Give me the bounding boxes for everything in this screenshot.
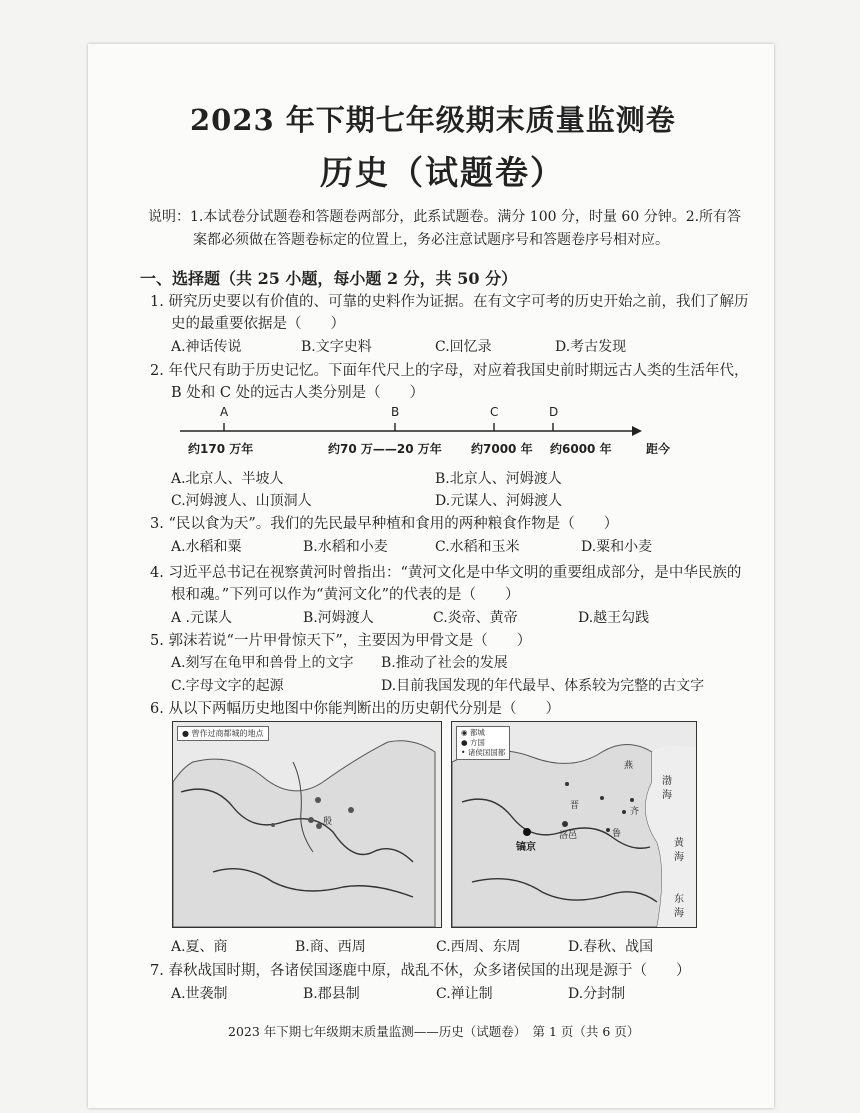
q4-option-a: A .元谋人 (171, 610, 233, 626)
q4-stem-line1: 4. 习近平总书记在视察黄河时曾指出：“黄河文化是中华文明的重要组成部分，是中华民族的 (150, 565, 742, 581)
map-right-sea-huang-2: 海 (674, 852, 684, 863)
q2-stem-line2: B 处和 C 处的远古人类分别是（ ） (171, 385, 425, 401)
page-footer: 2023 年下期七年级期末质量监测——历史（试题卷） 第 1 页（共 6 页） (228, 1024, 640, 1039)
legend-fief-capital-icon: • (461, 748, 468, 757)
q3-stem: 3. “民以食为天”。我们的先民最早种植和食用的两种粮食作物是（ ） (150, 516, 619, 532)
map-right-place-haojing: 镐京 (516, 842, 536, 853)
q7-option-d: D.分封制 (568, 986, 626, 1002)
q3-option-c: C.水稻和玉米 (435, 539, 520, 555)
map-right-sea-bo-1: 渤 (662, 776, 672, 787)
q1-option-a: A.神话传说 (171, 339, 242, 355)
q2-stem-line1: 2. 年代尺有助于历史记忆。下面年代尺上的字母，对应着我国史前时期远古人类的生活年代， (150, 363, 749, 379)
timeline-letter-c: C (490, 405, 499, 419)
map-western-zhou (451, 721, 697, 928)
q2-option-a: A.北京人、半坡人 (171, 471, 284, 487)
timeline-letter-a: A (220, 405, 229, 419)
map-right-sea-bo-2: 海 (662, 790, 672, 801)
map-left-legend-text: 曾作过商都城的地点 (191, 729, 264, 738)
q5-option-d: D.目前我国发现的年代最早、体系较为完整的古文字 (381, 678, 705, 694)
section-heading: 一、选择题（共 25 小题，每小题 2 分，共 50 分） (140, 269, 518, 288)
map-right-legend (456, 726, 510, 760)
map-left-city-yin: 殷 (323, 817, 333, 827)
q4-option-d: D.越王勾践 (578, 610, 650, 626)
q4-stem-line2: 根和魂。”下列可以作为“黄河文化”的代表的是（ ） (171, 587, 520, 603)
legend-state-icon: ● (461, 738, 470, 747)
map-right-place-jin: 晋 (570, 801, 580, 811)
timeline-label-5: 距今 (646, 442, 671, 456)
q3-option-a: A.水稻和粟 (171, 539, 242, 555)
map-right-place-qi: 齐 (630, 807, 640, 817)
map-right-place-yan: 燕 (624, 761, 634, 771)
exam-title: 2023 年下期七年级期末质量监测卷 (190, 103, 676, 137)
map-right-legend-1: 都城 (469, 728, 485, 737)
map-right-sea-dong-1: 东 (674, 894, 684, 905)
map-right-place-lu: 鲁 (612, 829, 622, 839)
map-right-sea-dong-2: 海 (674, 908, 684, 919)
timeline-label-3: 约7000 年 (471, 442, 533, 456)
timeline-label-1: 约170 万年 (188, 442, 254, 456)
map-right-place-luoyi: 洛邑 (559, 831, 578, 841)
q3-option-b: B.水稻和小麦 (303, 539, 388, 555)
q5-option-b: B.推动了社会的发展 (381, 655, 508, 671)
timeline-label-2: 约70 万——20 万年 (328, 442, 442, 456)
q1-stem-line2: 史的最重要依据是（ ） (171, 316, 345, 332)
legend-capital-icon: ◉ (461, 728, 470, 737)
q6-stem: 6. 从以下两幅历史地图中你能判断出的历史朝代分别是（ ） (150, 701, 560, 717)
q4-option-b: B.河姆渡人 (303, 610, 374, 626)
map-right-legend-2: 方国 (469, 738, 485, 747)
q5-option-c: C.字母文字的起源 (171, 678, 284, 694)
q2-option-b: B.北京人、河姆渡人 (435, 471, 562, 487)
map-shang-capitals (172, 721, 442, 928)
q1-option-c: C.回忆录 (435, 339, 492, 355)
q6-option-a: A.夏、商 (171, 939, 228, 955)
q6-option-d: D.春秋、战国 (568, 939, 654, 955)
instructions-line-1: 说明：1.本试卷分试题卷和答题卷两部分，此系试题卷。满分 100 分，时量 60 分钟。2.所有答 (148, 209, 742, 225)
map-left-legend (177, 726, 269, 741)
q6-option-b: B.商、西周 (295, 939, 366, 955)
q1-option-d: D.考古发现 (555, 339, 627, 355)
q5-option-a: A.刻写在龟甲和兽骨上的文字 (171, 655, 354, 671)
map-right-sea-huang-1: 黄 (674, 838, 684, 849)
q7-stem: 7. 春秋战国时期，各诸侯国逐鹿中原，战乱不休，众多诸侯国的出现是源于（ ） (150, 963, 691, 979)
q4-option-c: C.炎帝、黄帝 (433, 610, 518, 626)
timeline-letter-b: B (391, 405, 400, 419)
q3-option-d: D.粟和小麦 (581, 539, 653, 555)
map-right-legend-3: 诸侯国国都 (467, 748, 506, 757)
instructions-line-2: 案都必须做在答题卷标定的位置上，务必注意试题序号和答题卷序号相对应。 (193, 232, 669, 248)
q5-stem: 5. 郭沫若说“一片甲骨惊天下”，主要因为甲骨文是（ ） (150, 633, 532, 649)
q1-option-b: B.文字史料 (301, 339, 372, 355)
q7-option-a: A.世袭制 (171, 986, 228, 1002)
timeline-letter-d: D (549, 405, 559, 419)
timeline-label-4: 约6000 年 (550, 442, 612, 456)
subject-title: 历史（试题卷） (320, 153, 565, 192)
q1-stem-line1: 1. 研究历史要以有价值的、可靠的史料作为证据。在有文字可考的历史开始之前，我们了解历 (150, 294, 749, 310)
legend-dot-icon: ● (182, 729, 192, 738)
q2-option-d: D.元谋人、河姆渡人 (435, 493, 563, 509)
q6-option-c: C.西周、东周 (436, 939, 521, 955)
q2-option-c: C.河姆渡人、山顶洞人 (171, 493, 312, 509)
q7-option-c: C.禅让制 (436, 986, 493, 1002)
q7-option-b: B.郡县制 (303, 986, 360, 1002)
